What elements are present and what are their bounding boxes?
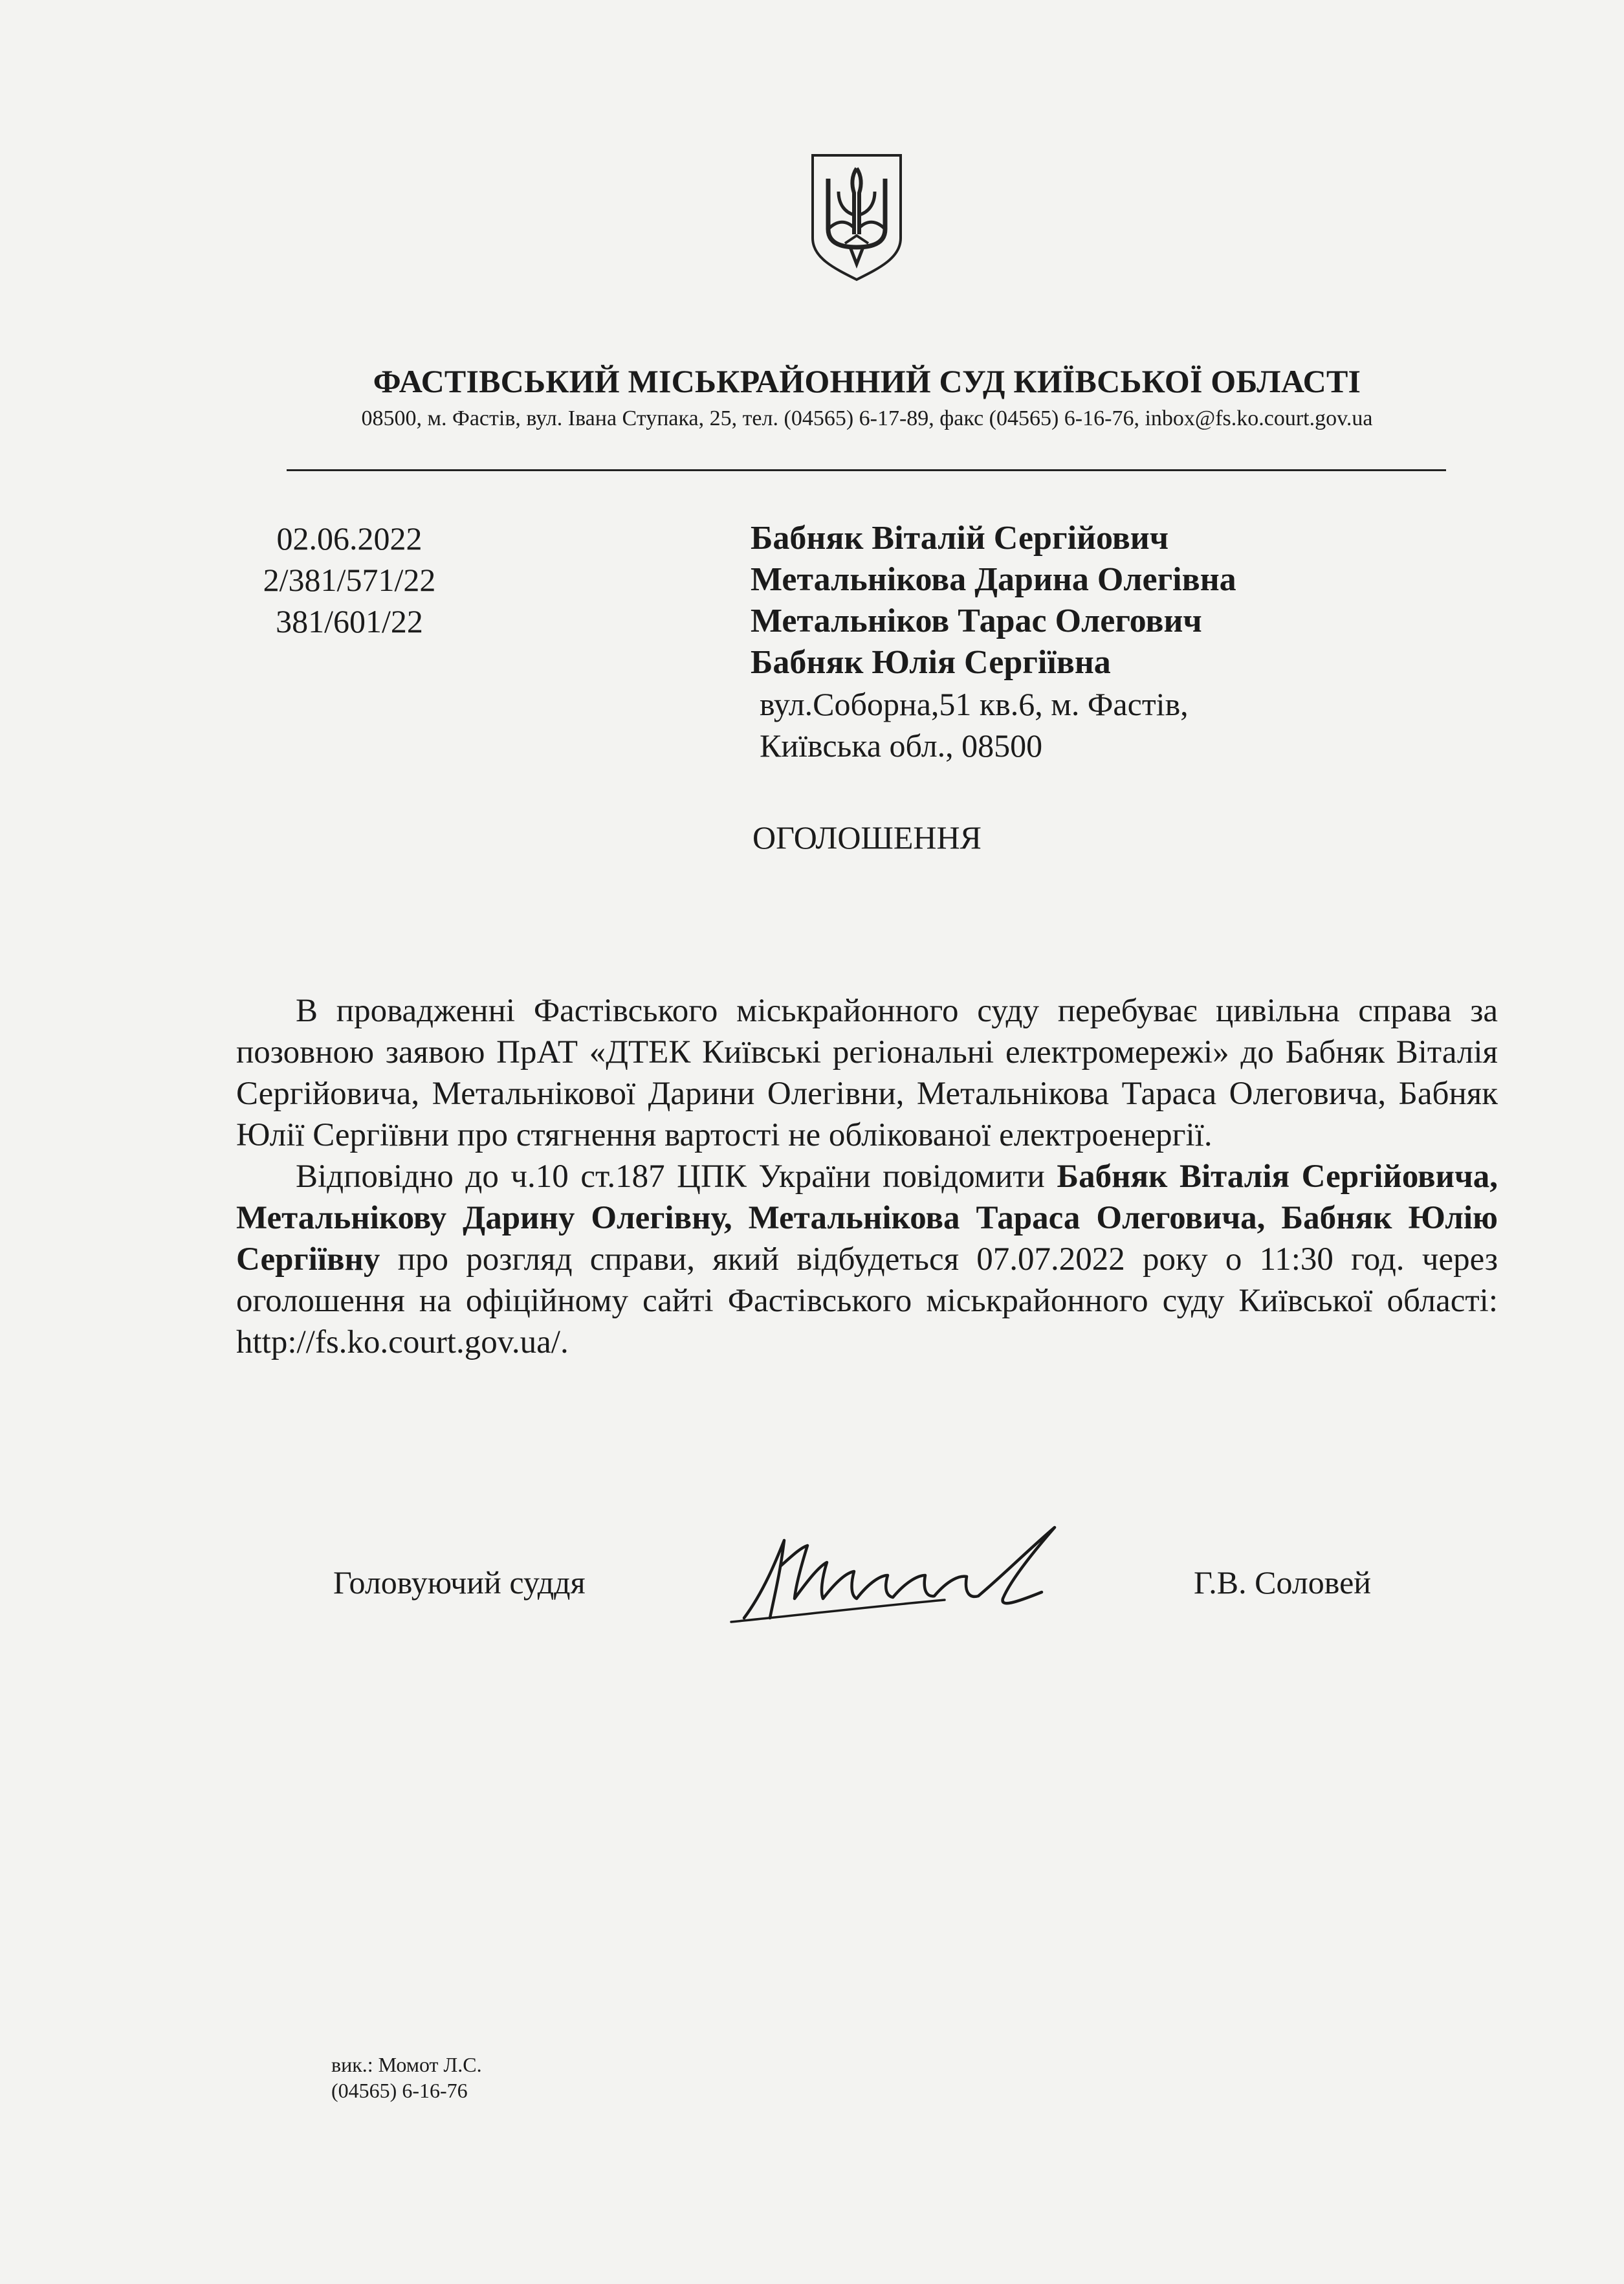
addressee-name: Бабняк Юлія Сергіївна (751, 644, 1111, 681)
summoned-parties: Бабняк Віталія Сергійовича, Метальнікову Дарину Олегівну, Метальнікова Тараса Олеговича, Бабняк Юлію Сергіївну (236, 1159, 1498, 1278)
notice-paragraph: В провадженні Фастівського міськрайонного суду перебуває цивільна справа за позовною заявою ПрАТ «ДТЕК Київські регіональні електромережі» до Бабняк Віталія Сергійовича, Метальнікової Дарини Олегівни, Метальнікова Тараса Олеговича, Бабняк Юлії Сергіївни про стягнення вартості не облікованої електроенергії. (236, 993, 1498, 1153)
judge-title: Головуючий суддя (333, 1564, 586, 1601)
court-name: ФАСТІВСЬКИЙ МІСЬКРАЙОННИЙ СУД КИЇВСЬКОЇ ОБЛАСТІ (373, 363, 1361, 399)
notice-body (236, 990, 1498, 1363)
addressees-block (751, 518, 1398, 766)
addressee-name: Метальнікова Дарина Олегівна (751, 561, 1236, 598)
executor-name: вик.: Момот Л.С. (331, 2053, 482, 2076)
addressee-name: Метальніков Тарас Олегович (751, 603, 1202, 639)
court-address: 08500, м. Фастів, вул. Івана Ступака, 25, тел. (04565) 6-17-89, факс (04565) 6-16-76, inbox@fs.ko.court.gov.ua (361, 406, 1373, 430)
header-divider (287, 469, 1446, 471)
ukraine-trident-icon (809, 153, 905, 282)
handwritten-signature (718, 1495, 1081, 1637)
document-references (246, 518, 453, 642)
judge-name: Г.В. Соловей (1194, 1564, 1372, 1601)
case-number-1: 2/381/571/22 (263, 562, 436, 598)
signature-row (0, 1540, 1624, 1670)
addressee-address-line: Київська обл., 08500 (760, 727, 1043, 764)
paragraph-hearing-details: про розгляд справи, який відбудеться 07.07.2022 року о 11:30 год. через оголошення на офіційному сайті Фастівського міськрайонного суду Київської області: http://fs.ko.court.gov.ua/. (236, 1241, 1498, 1360)
document-title: ОГОЛОШЕННЯ (752, 819, 982, 856)
executor-info (331, 2052, 482, 2103)
executor-phone: (04565) 6-16-76 (331, 2079, 468, 2102)
case-number-2: 381/601/22 (276, 603, 423, 639)
addressee-address-line: вул.Соборна,51 кв.6, м. Фастів, (760, 686, 1189, 722)
paragraph-intro: Відповідно до ч.10 ст.187 ЦПК України повідомити (296, 1159, 1057, 1195)
document-date: 02.06.2022 (276, 520, 422, 557)
notice-paragraph (236, 1156, 1498, 1363)
addressee-name: Бабняк Віталій Сергійович (751, 520, 1169, 557)
